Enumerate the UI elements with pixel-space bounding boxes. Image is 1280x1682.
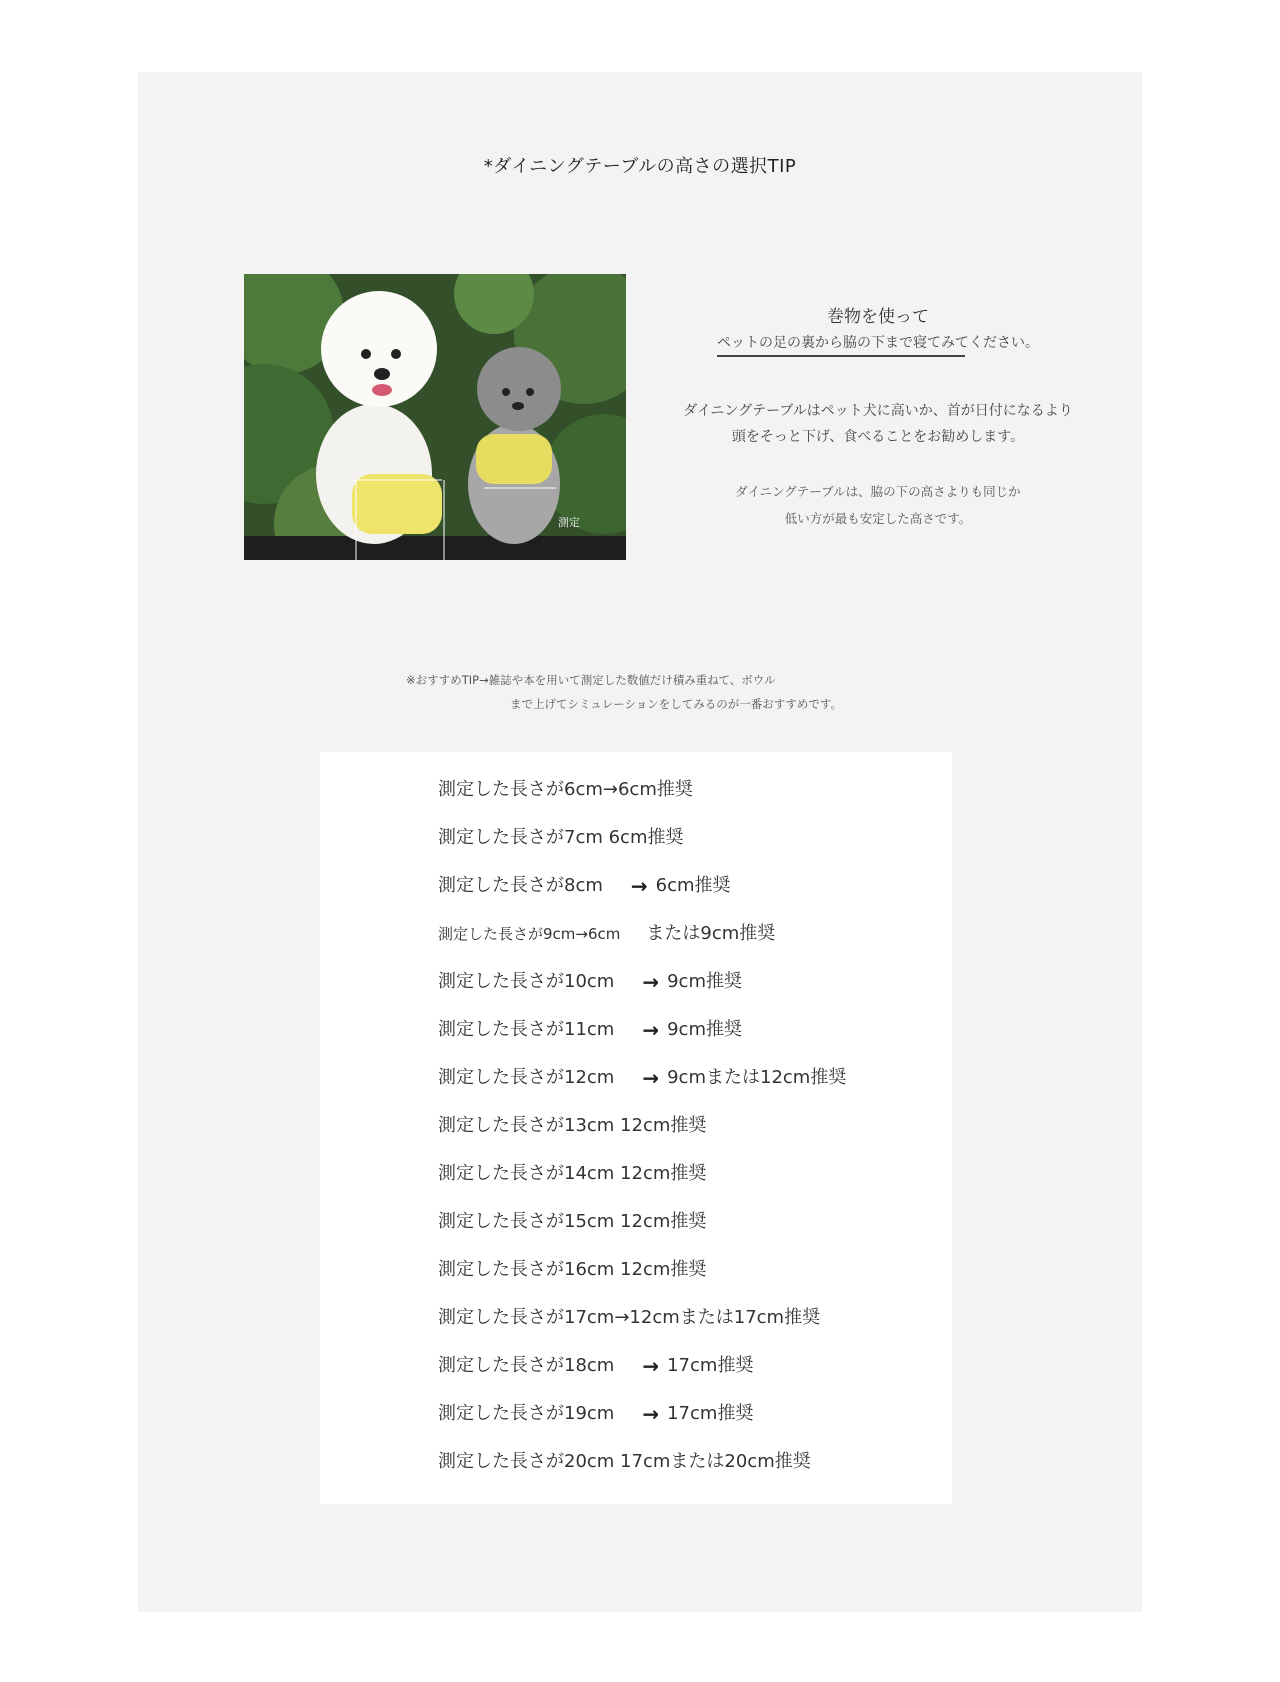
recommendation-row (438, 1150, 846, 1198)
recommendation-row (438, 1294, 846, 1342)
row-recommendation: 17cm推奨 (667, 1355, 754, 1376)
row-recommendation: 9cm推奨 (667, 1019, 742, 1040)
recommendation-row (438, 862, 846, 910)
paragraph-2-line-2: 低い方が最も安定した高さです。 (784, 511, 972, 526)
arrow-right-icon: → (642, 1402, 660, 1426)
row-measurement: 測定した長さが20cm 17cmまたは20cm推奨 (438, 1451, 811, 1472)
instructions-subtitle (717, 332, 1039, 352)
row-recommendation: 17cm推奨 (667, 1403, 754, 1424)
row-measurement: 測定した長さが17cm→12cmまたは17cm推奨 (438, 1307, 821, 1328)
row-recommendation: 9cm推奨 (667, 971, 742, 992)
recommendation-row (438, 910, 846, 958)
arrow-right-icon: → (642, 1354, 660, 1378)
measure-label: 測定 (558, 516, 580, 529)
row-recommendation: 9cmまたは12cm推奨 (667, 1067, 847, 1088)
dog-photo (244, 274, 626, 560)
row-measurement: 測定した長さが16cm 12cm推奨 (438, 1259, 707, 1280)
recommendation-row (438, 1054, 846, 1102)
tip-line-2: まで上げてシミュレーションをしてみるのが一番おすすめです。 (510, 697, 843, 711)
recommendation-row (438, 958, 846, 1006)
recommendation-row (438, 766, 846, 814)
paragraph-2-line-1: ダイニングテーブルは、脇の下の高さよりも同じか (735, 484, 1021, 499)
page-title: *ダイニングテーブルの高さの選択TIP (483, 156, 797, 177)
arrow-right-icon: → (642, 1018, 660, 1042)
row-measurement: 測定した長さが9cm→6cm (438, 925, 621, 943)
recommendation-row (438, 1342, 846, 1390)
arrow-right-icon: → (642, 1066, 660, 1090)
row-measurement: 測定した長さが18cm (438, 1355, 615, 1376)
row-measurement: 測定した長さが6cm→6cm推奨 (438, 779, 693, 800)
recommendation-row (438, 1198, 846, 1246)
instructions (668, 304, 1088, 532)
content-panel (138, 72, 1142, 1612)
row-measurement: 測定した長さが12cm (438, 1067, 615, 1088)
instructions-paragraph-2 (668, 478, 1088, 532)
arrow-right-icon: → (630, 874, 648, 898)
row-measurement: 測定した長さが14cm 12cm推奨 (438, 1163, 707, 1184)
recommendation-row (438, 1438, 846, 1486)
underline (717, 355, 965, 357)
row-measurement: 測定した長さが7cm 6cm推奨 (438, 827, 684, 848)
row-measurement: 測定した長さが8cm (438, 875, 603, 896)
row-recommendation: または9cm推奨 (646, 923, 776, 944)
arrow-right-icon: → (642, 970, 660, 994)
row-recommendation: 6cm推奨 (655, 875, 731, 896)
recommendation-row (438, 1006, 846, 1054)
recommendation-rows (438, 766, 846, 1486)
height-recommendation-list (320, 752, 952, 1504)
recommendation-row (438, 1390, 846, 1438)
instructions-heading: 巻物を使って (827, 307, 929, 327)
paragraph-1-line-1: ダイニングテーブルはペット犬に高いか、首が日付になるより (683, 403, 1073, 419)
tip-line-1: ※おすすめTIP→雑誌や本を用いて測定した数値だけ積み重ねて、ボウル (406, 673, 776, 687)
paragraph-1-line-2: 頭をそっと下げ、食べることをお勧めします。 (731, 429, 1025, 445)
row-measurement: 測定した長さが10cm (438, 971, 615, 992)
recommendation-row (438, 1246, 846, 1294)
instructions-paragraph-1 (668, 398, 1088, 450)
instructions-subtitle-text: ペットの足の裏から脇の下まで寝てみてください。 (717, 335, 1039, 351)
row-measurement: 測定した長さが19cm (438, 1403, 615, 1424)
recommendation-row (438, 1102, 846, 1150)
recommendation-row (438, 814, 846, 862)
row-measurement: 測定した長さが13cm 12cm推奨 (438, 1115, 707, 1136)
row-measurement: 測定した長さが11cm (438, 1019, 615, 1040)
row-measurement: 測定した長さが15cm 12cm推奨 (438, 1211, 707, 1232)
